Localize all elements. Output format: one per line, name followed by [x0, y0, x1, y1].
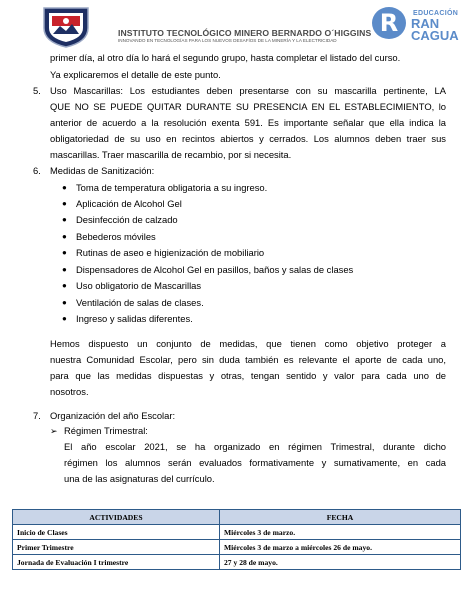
activity-cell: Jornada de Evaluación I trimestre — [13, 555, 220, 570]
item7-line: El año escolar 2021, se ha organizado en régimen Trimestral, durante dicho — [64, 441, 446, 452]
bullet-dot-icon: ● — [62, 183, 67, 192]
bullet-dot-icon: ● — [62, 281, 67, 290]
education-logo-icon — [372, 7, 406, 39]
column-header: ACTIVIDADES — [13, 510, 220, 525]
item5-line: mascarillas. Traer mascarilla de recambio, por si necesita. — [50, 149, 292, 160]
table-header-row — [13, 510, 461, 525]
activities-table — [12, 509, 461, 570]
bullet-item: Aplicación de Alcohol Gel — [76, 198, 182, 209]
closing-line: Hemos dispuesto un conjunto de medidas, que tienen como objetivo proteger a — [50, 338, 446, 349]
logo-glyph: R — [379, 9, 399, 37]
institution-tagline: INNOVANDO EN TECNOLOGÍAS PARA LOS NUEVOS DESAFÍOS DE LA MINERÍA Y LA ELECTRICIDAD — [118, 38, 337, 43]
bullet-dot-icon: ● — [62, 232, 67, 241]
bullet-dot-icon: ● — [62, 215, 67, 224]
logo-big-text-2: CAGUA — [411, 28, 459, 43]
bullet-dot-icon: ● — [62, 265, 67, 274]
bullet-item: Ingreso y salidas diferentes. — [76, 313, 193, 324]
bullet-item: Ventilación de salas de clases. — [76, 297, 204, 308]
bullet-item: Dispensadores de Alcohol Gel en pasillos, baños y salas de clases — [76, 264, 354, 275]
bullet-item: Bebederos móviles — [76, 231, 156, 242]
item5-line: anterior de acuerdo a la resolución exenta 591. Es importante señalar que ella indica la — [50, 117, 446, 128]
logo-big-text-1: RAN — [411, 16, 440, 31]
date-cell: 27 y 28 de mayo. — [220, 555, 461, 570]
school-crest-logo — [40, 4, 92, 48]
item7-subtitle: Régimen Trimestral: — [64, 425, 148, 436]
item7-line: régimen los alumnos serán evaluados formativamente y sumativamente, en cada — [64, 457, 446, 468]
logo-small-text: EDUCACIÓN — [413, 10, 459, 17]
activity-cell: Inicio de Clases — [13, 525, 220, 540]
item7-line: una de las asignaturas del currículo. — [64, 473, 215, 484]
intro-line: primer día, al otro día lo hará el segundo grupo, hasta completar el listado del curso. — [50, 52, 401, 63]
date-cell: Miércoles 3 de marzo a miércoles 26 de mayo. — [220, 540, 461, 555]
institution-name: INSTITUTO TECNOLÓGICO MINERO BERNARDO O´HIGGINS — [118, 28, 372, 38]
item7-title: Organización del año Escolar: — [50, 410, 176, 421]
activity-cell: Primer Trimestre — [13, 540, 220, 555]
item-number: 7. — [33, 410, 41, 421]
column-header: FECHA — [220, 510, 461, 525]
bullet-dot-icon: ● — [62, 248, 67, 257]
bullet-item: Uso obligatorio de Mascarillas — [76, 280, 202, 291]
bullet-item: Rutinas de aseo e higienización de mobiliario — [76, 247, 265, 258]
item5-line: obligatoriedad de su uso en recintos abiertos y cerrados. Los alumnos deben traer sus — [50, 133, 446, 144]
table-row — [13, 555, 461, 570]
bullet-dot-icon: ● — [62, 298, 67, 307]
closing-line: nuestra Comunidad Escolar, pero sin duda también es relevante el aporte de cada uno, — [50, 354, 446, 365]
item-number: 6. — [33, 165, 41, 176]
item5-line: QUE NO SE PUEDE QUITAR DURANTE SU PRESENCIA EN EL ESTABLECIMIENTO, lo — [50, 101, 446, 112]
item-number: 5. — [33, 85, 41, 96]
item5-line: Uso Mascarillas: Los estudiantes deben presentarse con su mascarilla pertinente, LA — [50, 85, 446, 96]
table-row — [13, 540, 461, 555]
closing-line: para que las medidas dispuestas y otras, tengan sentido y valor para cada uno de — [50, 370, 446, 381]
table-row — [13, 525, 461, 540]
closing-line: nosotros. — [50, 386, 89, 397]
bullet-item: Toma de temperatura obligatoria a su ingreso. — [76, 182, 268, 193]
intro-line: Ya explicaremos el detalle de este punto. — [50, 69, 221, 80]
bullet-dot-icon: ● — [62, 199, 67, 208]
date-cell: Miércoles 3 de marzo. — [220, 525, 461, 540]
arrow-bullet-icon: ➢ — [50, 426, 58, 436]
bullet-dot-icon: ● — [62, 314, 67, 323]
item6-title: Medidas de Sanitización: — [50, 165, 155, 176]
bullet-item: Desinfección de calzado — [76, 214, 178, 225]
